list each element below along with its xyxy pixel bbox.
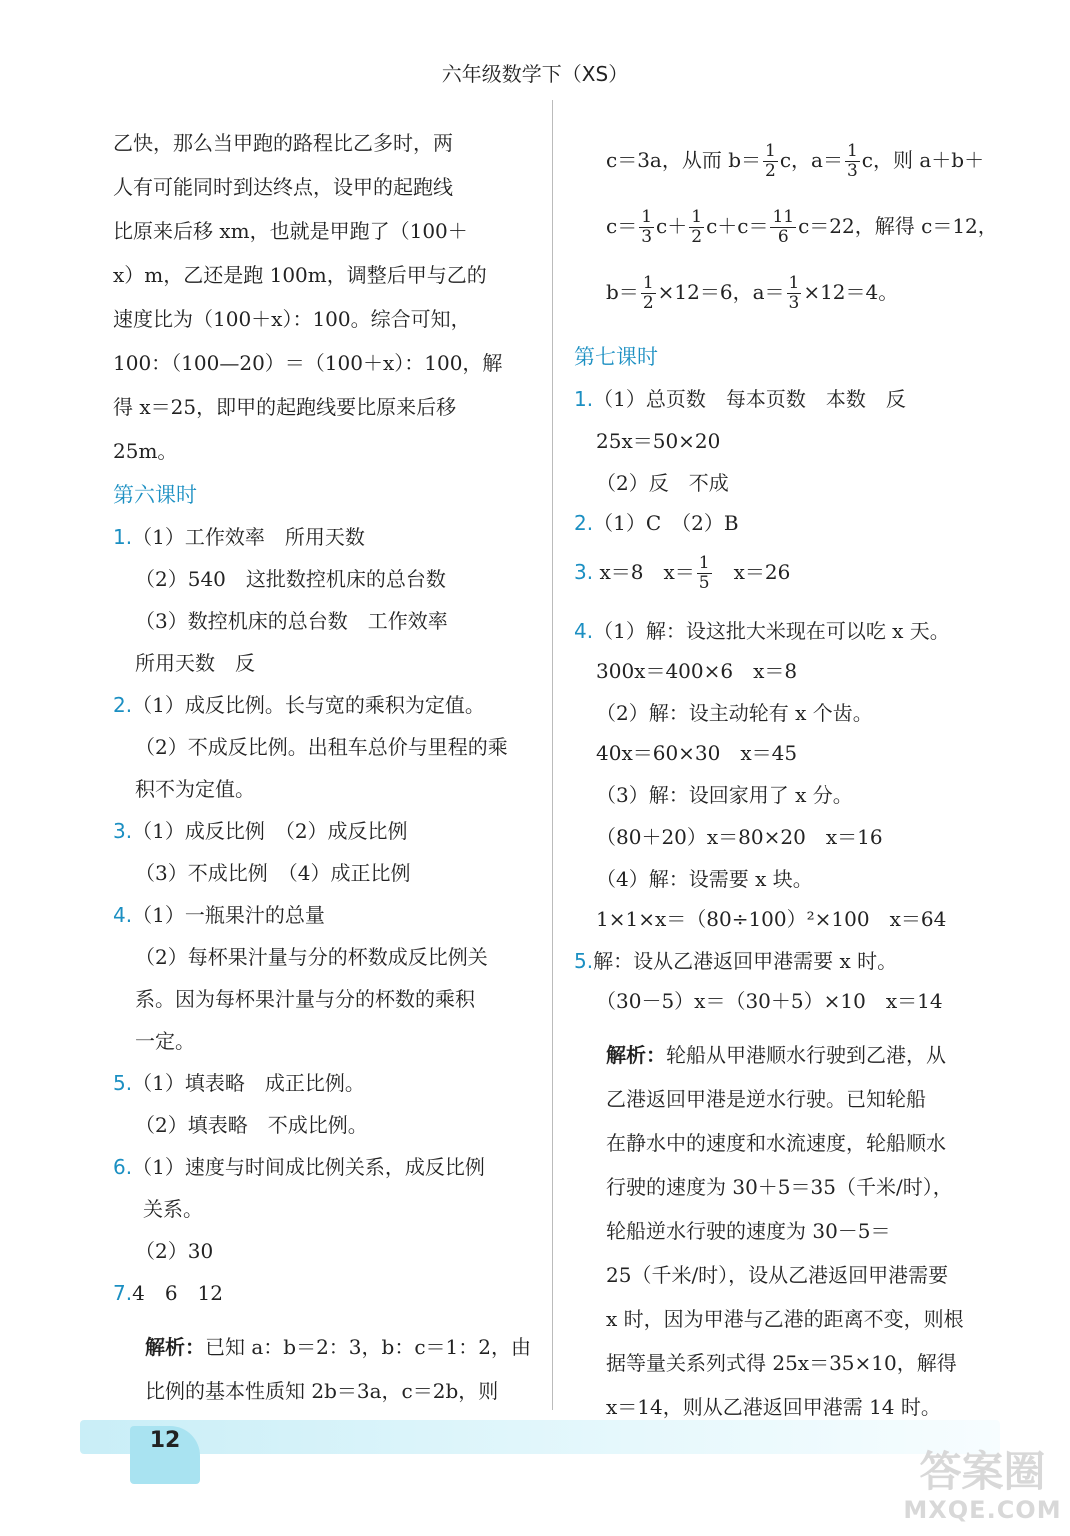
line-text: （2）不成反比例。出租车总价与里程的乘	[135, 735, 508, 759]
text-line	[596, 656, 797, 686]
text-line	[113, 260, 487, 290]
jiexi-label: 解析：	[145, 1335, 205, 1359]
line-text: （4）解：设需要 x 块。	[596, 867, 813, 891]
question-number: 6.	[113, 1155, 133, 1179]
text-line	[113, 1278, 223, 1308]
text-line	[135, 774, 255, 804]
s7-q3: 3. x＝8 x＝ $\frac{1}{5}$ x＝26	[574, 553, 791, 593]
line-text: （1）总页数 每本页数 本数 反	[593, 387, 906, 411]
text-line	[113, 392, 456, 422]
column-divider	[552, 100, 553, 1410]
text-line	[574, 508, 739, 538]
text-line	[135, 1110, 368, 1140]
jiexi-7-line: 行驶的速度为 30＋5＝35（千米/时），	[606, 1175, 953, 1199]
line-text: 乙快，那么当甲跑的路程比乙多时，两	[113, 131, 453, 155]
question-number: 2.	[574, 511, 594, 535]
line-text: 积不为定值。	[135, 777, 255, 801]
line-text: 得 x＝25，即甲的起跑线要比原来后移	[113, 395, 457, 419]
question-number: 1.	[113, 525, 133, 549]
text-line	[135, 1236, 213, 1266]
question-number: 5.	[574, 949, 594, 973]
line-text: 系。因为每杯果汁量与分的杯数的乘积	[135, 987, 475, 1011]
question-number: 5.	[113, 1071, 133, 1095]
jiexi-6-text1: 已知 a：b＝2：3，b：c＝1：2，由	[205, 1335, 531, 1359]
text-line	[574, 946, 897, 976]
text-line	[596, 986, 943, 1016]
line-text: （1）成反比例。长与宽的乘积为定值。	[132, 693, 485, 717]
right-line-1: c＝3a，从而 b＝ $\frac{1}{2}$ c，a＝ $\frac{1}{3}$ c，则 a＋b＋	[606, 141, 985, 181]
line-text: 速度比为（100＋x）：100。综合可知，	[113, 307, 471, 331]
line-text: 比原来后移 xm，也就是甲跑了（100＋	[113, 219, 468, 243]
jiexi-7-text1: 轮船从甲港顺水行驶到乙港，从	[666, 1043, 946, 1067]
right-line-2: c＝ $\frac{1}{3}$ c＋ $\frac{1}{2}$ c＋c＝ $\frac{11}{6}$ c＝22，解得 c＝12，	[606, 207, 998, 247]
jiexi-7-line: 在静水中的速度和水流速度，轮船顺水	[606, 1131, 946, 1155]
right-line-3: b＝ $\frac{1}{2}$ ×12＝6，a＝ $\frac{1}{3}$ ×12＝4。	[606, 273, 899, 313]
text-line	[135, 942, 488, 972]
question-number: 7.	[113, 1281, 133, 1305]
text-line	[135, 1026, 195, 1056]
jiexi-7-line: 25（千米/时），设从乙港返回甲港需要	[606, 1263, 949, 1287]
question-number: 4.	[574, 619, 594, 643]
line-text: （80＋20）x＝80×20 x＝16	[596, 825, 883, 849]
text-line	[596, 468, 729, 498]
line-text: （1）工作效率 所用天数	[132, 525, 365, 549]
line-text: （2）填表略 不成比例。	[135, 1113, 368, 1137]
text-line	[596, 426, 720, 456]
line-text: 人有可能同时到达终点，设甲的起跑线	[113, 175, 453, 199]
text-line	[574, 384, 906, 414]
line-text: 4 6 12	[132, 1281, 223, 1305]
line-text: （3）不成比例 （4）成正比例	[135, 861, 411, 885]
line-text: 25x＝50×20	[596, 429, 721, 453]
line-text: 解：设从乙港返回甲港需要 x 时。	[593, 949, 898, 973]
line-text: 40x＝60×30 x＝45	[596, 741, 798, 765]
text-line	[113, 900, 325, 930]
line-text: 25m。	[113, 439, 178, 463]
line-text: （2）30	[135, 1239, 214, 1263]
question-number: 4.	[113, 903, 133, 927]
text-line	[596, 904, 946, 934]
jiexi-7-line: 乙港返回甲港是逆水行驶。已知轮船	[606, 1087, 926, 1111]
line-text: （1）解：设这批大米现在可以吃 x 天。	[593, 619, 950, 643]
text-line	[113, 690, 485, 720]
text-line	[135, 984, 475, 1014]
watermark-logo: 答案圈 MXQE.COM	[903, 1447, 1062, 1524]
line-text: 300x＝400×6 x＝8	[596, 659, 798, 683]
text-line	[135, 648, 255, 678]
text-line	[596, 698, 873, 728]
jiexi-7-line: x＝14，则从乙港返回甲港需 14 时。	[606, 1395, 941, 1419]
line-text: x）m，乙还是跑 100m，调整后甲与乙的	[113, 263, 487, 287]
question-number: 1.	[574, 387, 594, 411]
jiexi-7-line: x 时，因为甲港与乙港的距离不变，则根	[606, 1307, 964, 1331]
line-text: 关系。	[143, 1197, 203, 1221]
jiexi-6-line1	[145, 1332, 531, 1362]
section-title-6: 第六课时	[113, 483, 197, 507]
text-line	[596, 780, 853, 810]
text-line	[135, 606, 448, 636]
text-line	[135, 564, 446, 594]
text-line	[113, 816, 408, 846]
page-header: 六年级数学下（XS）	[441, 62, 629, 86]
text-line	[135, 732, 508, 762]
text-line	[143, 1194, 203, 1224]
jiexi-7-line: 轮船逆水行驶的速度为 30－5＝	[606, 1219, 891, 1243]
text-line	[574, 616, 950, 646]
question-number: 2.	[113, 693, 133, 717]
line-text: （3）数控机床的总台数 工作效率	[135, 609, 448, 633]
line-text: （3）解：设回家用了 x 分。	[596, 783, 853, 807]
text-line	[113, 216, 468, 246]
line-text: （30－5）x＝（30＋5）×10 x＝14	[596, 989, 943, 1013]
text-line	[113, 1068, 365, 1098]
page-number-badge: 12	[130, 1426, 200, 1484]
line-text: （1）速度与时间成比例关系，成反比例	[132, 1155, 485, 1179]
footer-band	[80, 1420, 1000, 1454]
line-text: 100：（100—20）＝（100＋x）：100，解	[113, 351, 503, 375]
line-text: （1）C （2）B	[593, 511, 739, 535]
line-text: （1）填表略 成正比例。	[132, 1071, 365, 1095]
jiexi-7-line: 据等量关系列式得 25x＝35×10，解得	[606, 1351, 957, 1375]
text-line	[113, 522, 365, 552]
text-line	[596, 822, 883, 852]
line-text: 1×1×x＝（80÷100）²×100 x＝64	[596, 907, 947, 931]
text-line	[596, 738, 797, 768]
line-text: 一定。	[135, 1029, 195, 1053]
jiexi-label: 解析：	[606, 1043, 666, 1067]
text-line	[113, 348, 502, 378]
text-line	[596, 864, 813, 894]
line-text: （2）反 不成	[596, 471, 729, 495]
jiexi-6-line2: 比例的基本性质知 2b＝3a，c＝2b，则	[145, 1379, 499, 1403]
text-line	[113, 304, 471, 334]
text-line	[113, 172, 453, 202]
question-number: 3.	[113, 819, 133, 843]
line-text: （1）一瓶果汁的总量	[132, 903, 325, 927]
text-line	[113, 436, 177, 466]
line-text: （2）每杯果汁量与分的杯数成反比例关	[135, 945, 488, 969]
line-text: （2）解：设主动轮有 x 个齿。	[596, 701, 873, 725]
text-line	[135, 858, 410, 888]
line-text: 所用天数 反	[135, 651, 255, 675]
jiexi-7-line1	[606, 1040, 946, 1070]
line-text: （2）540 这批数控机床的总台数	[135, 567, 446, 591]
text-line	[113, 1152, 485, 1182]
section-title-7: 第七课时	[574, 345, 658, 369]
text-line	[113, 128, 453, 158]
line-text: （1）成反比例 （2）成反比例	[132, 819, 408, 843]
